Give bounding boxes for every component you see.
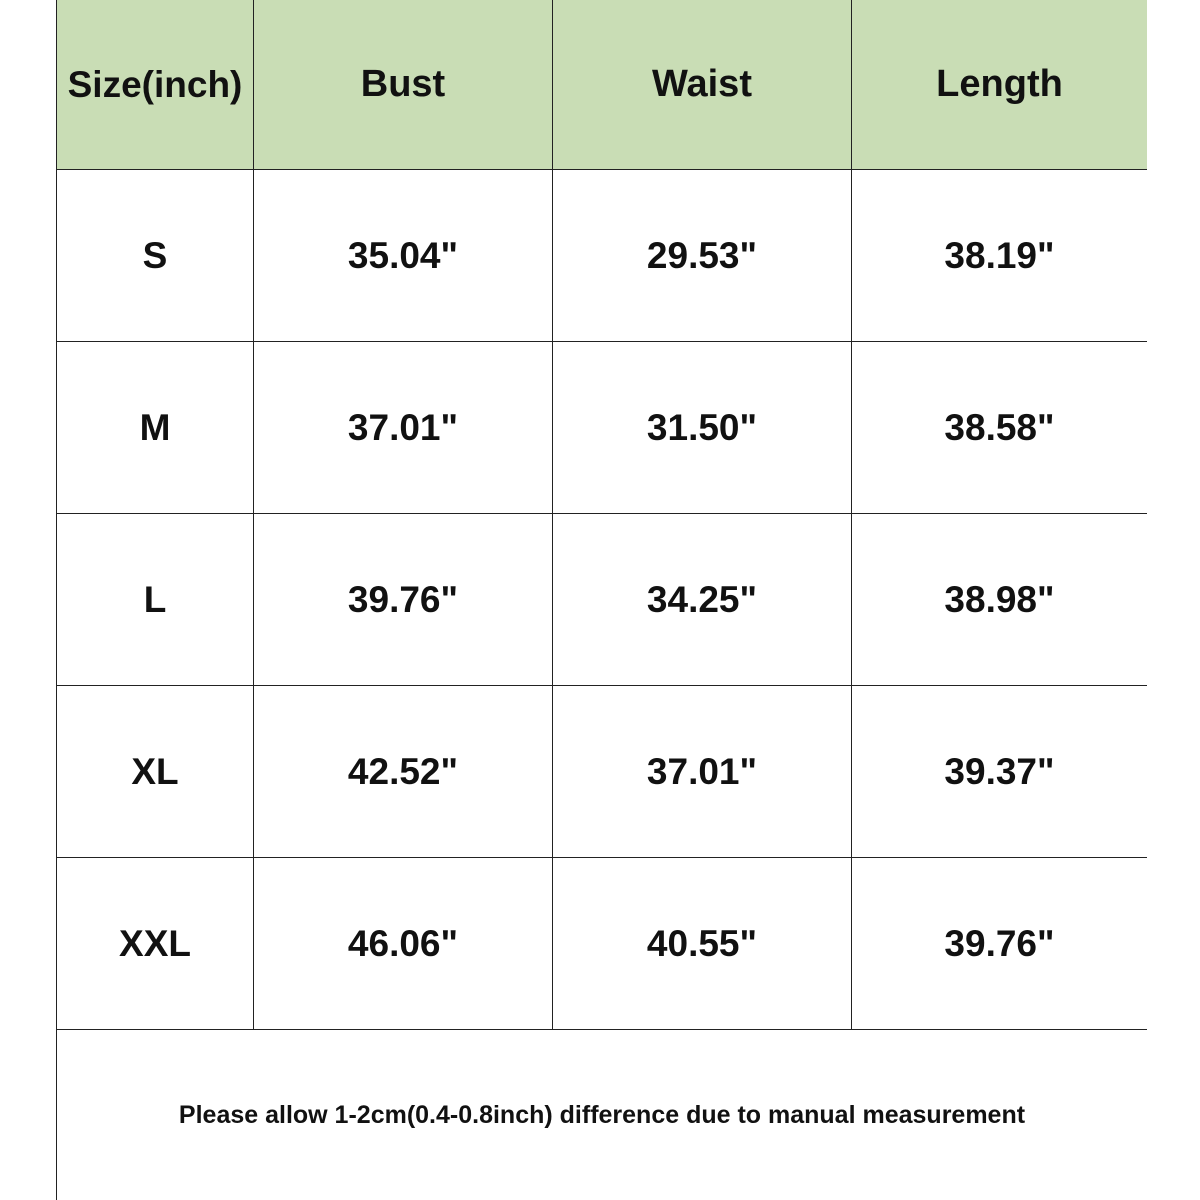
size-label: M: [57, 342, 254, 513]
length-value: 39.37": [944, 750, 1055, 792]
bust-value: 46.06": [254, 858, 553, 1029]
size-label: S: [57, 170, 254, 341]
size-label: XL: [57, 686, 254, 857]
measurement-note: Please allow 1-2cm(0.4-0.8inch) difference due to manual measurement: [178, 1100, 1026, 1129]
bust-value: 39.76": [254, 514, 553, 685]
table-row: [57, 170, 1147, 342]
bust-value: 42.52": [254, 686, 553, 857]
length-value: 39.76": [944, 922, 1055, 964]
table-row: [57, 514, 1147, 686]
length-value: 38.58": [944, 406, 1055, 448]
waist-value: 34.25": [553, 514, 852, 685]
bust-value: 35.04": [254, 170, 553, 341]
waist-value: 40.55": [553, 858, 852, 1029]
waist-value: 29.53": [553, 170, 852, 341]
header-size: Size(inch): [57, 0, 254, 169]
size-label: XXL: [57, 858, 254, 1029]
header-waist: Waist: [553, 0, 852, 169]
header-length: Length: [852, 0, 1147, 169]
header-bust: Bust: [254, 0, 553, 169]
length-value: 38.19": [944, 234, 1055, 276]
table-row: [57, 686, 1147, 858]
table-row: [57, 858, 1147, 1030]
bust-value: 37.01": [254, 342, 553, 513]
size-table: [56, 0, 1146, 1200]
table-header-row: [57, 0, 1147, 170]
waist-value: 31.50": [553, 342, 852, 513]
table-row: [57, 342, 1147, 514]
size-label: L: [57, 514, 254, 685]
length-value: 38.98": [944, 578, 1055, 620]
waist-value: 37.01": [553, 686, 852, 857]
